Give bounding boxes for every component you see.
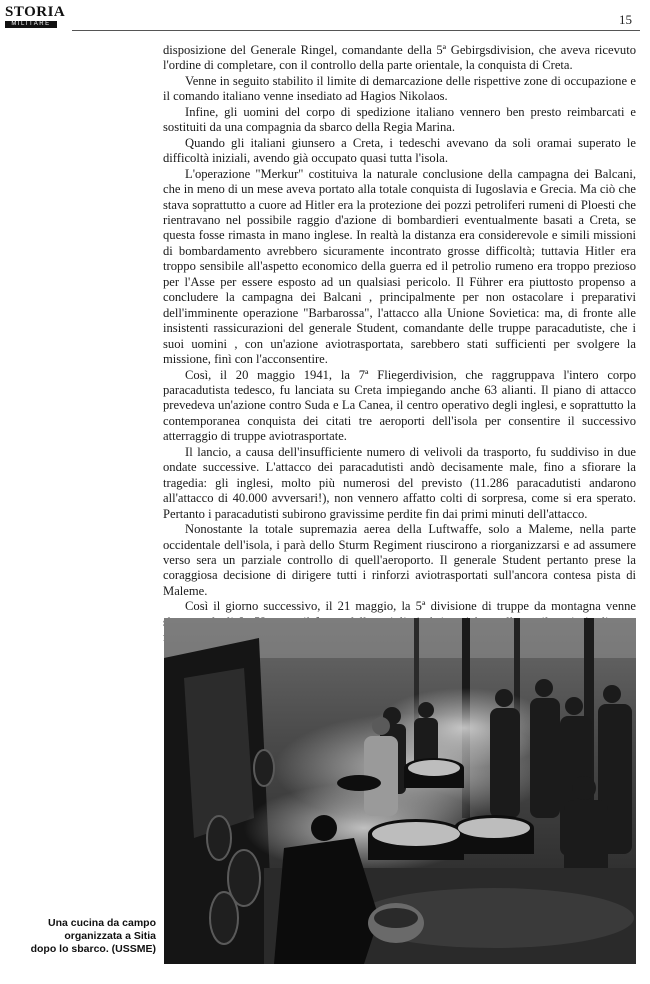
paragraph: Venne in seguito stabilito il limite di demarcazione delle rispettive zone di occupazione e il comando italiano venne insediato ad Hagios Nikolaos.	[163, 73, 636, 104]
logo-title: STORIA	[5, 4, 66, 20]
paragraph: Nonostante la totale supremazia aerea della Luftwaffe, solo a Maleme, nella parte occidentale dell'isola, i parà dello Sturm Regiment riuscirono a riorganizzarsi e ad assumere verso sera un parziale controllo di quell'aeroporto. Il generale Student pertanto prese la coraggiosa decisione di dirigere tutti i rinforzi aviotrasportati sull'ancora contesa pista di Maleme.	[163, 522, 636, 598]
paragraph: L'operazione "Merkur" costituiva la naturale conclusione della campagna dei Balcani, che in meno di un mese aveva portato alla totale conquista di Iugoslavia e Grecia. Ma ciò che stava soprattutto a cuore ad Hitler era la protezione dei pozzi petroliferi rumeni di Ploesti che rientravano nel possibile raggio d'azione di bombardieri eventualmente basati a Creta, se questa fosse rimasta in mano inglese. In realtà la distanza era considerevole e simili missioni di bombardamento avrebbero sicuramente incontrato grosse difficoltà; tuttavia Hitler era troppo sensibile all'aspetto economico della guerra ed il petrolio rumeno era troppo prezioso per l'Asse per essere esposto ad un qualsiasi pericolo. Il Führer era piuttosto propenso a concludere la campagna dei Balcani , principalmente per non ostacolare i preparativi dell'imminente operazione "Barbarossa", l'attacco alla Unione Sovietica: ma, di fronte alle insistenti rassicurazioni del generale Student, comandante delle truppe paracadutiste, che i suoi uomini , con un'azione aviotrasportata, sarebbero stati sufficienti per svolgere la missione, finì con l'acconsentire.	[163, 166, 636, 367]
caption-line: dopo lo sbarco. (USSME)	[30, 943, 156, 955]
photo-caption	[14, 917, 156, 956]
caption-line: Una cucina da campo	[48, 917, 156, 929]
paragraph: Infine, gli uomini del corpo di spedizione italiano vennero ben presto reimbarcati e sostituiti da una compagnia da sbarco della Regia Marina.	[163, 104, 636, 135]
caption-line: organizzata a Sitia	[64, 930, 156, 942]
paragraph: Così, il 20 maggio 1941, la 7ª Fliegerdivision, che raggruppava l'intero corpo paracadutista tedesco, fu lanciata su Creta impiegando anche 63 alianti. Il piano di attacco prevedeva un'azione contro Suda e La Canea, il centro operativo degli inglesi, e soprattutto la contemporanea conquista dei citati tre aeroporti dell'isola per consentire il successivo atterraggio di truppe aviotrasportate.	[163, 367, 636, 444]
page-number: 15	[619, 12, 632, 27]
paragraph: Quando gli italiani giunsero a Creta, i tedeschi avevano da soli oramai superato le difficoltà iniziali, avendo già occupato quasi tutta l'isola.	[163, 135, 636, 166]
field-kitchen-photo	[164, 618, 636, 964]
paragraph: disposizione del Generale Ringel, comandante della 5ª Gebirgsdivision, che aveva ricevuto l'ordine di completare, con il controllo della parte orientale, la conquista di Creta.	[163, 43, 636, 73]
page-header	[0, 0, 650, 40]
header-rule	[72, 30, 640, 31]
paragraph: Il lancio, a causa dell'insufficiente numero di velivoli da trasporto, fu suddiviso in due ondate successive. L'attacco dei paracadutisti andò decisamente male, fino a sfiorare la tragedia: gli inglesi, molto più numerosi del previsto (11.286 paracadutisti andarono all'attacco di 40.000 avversari!), non vennero affatto colti di sorpresa, come si era sperato. Pertanto i paracadutisti subirono gravissime perdite fin dai primi minuti dell'attacco.	[163, 444, 636, 521]
paragraph: Così il giorno successivo, il 21 maggio, la 5ª divisione di truppe da montagna venne	[185, 599, 636, 614]
magazine-logo	[5, 5, 65, 28]
logo-subtitle: MILITARE	[5, 21, 57, 28]
article-body	[163, 43, 636, 646]
